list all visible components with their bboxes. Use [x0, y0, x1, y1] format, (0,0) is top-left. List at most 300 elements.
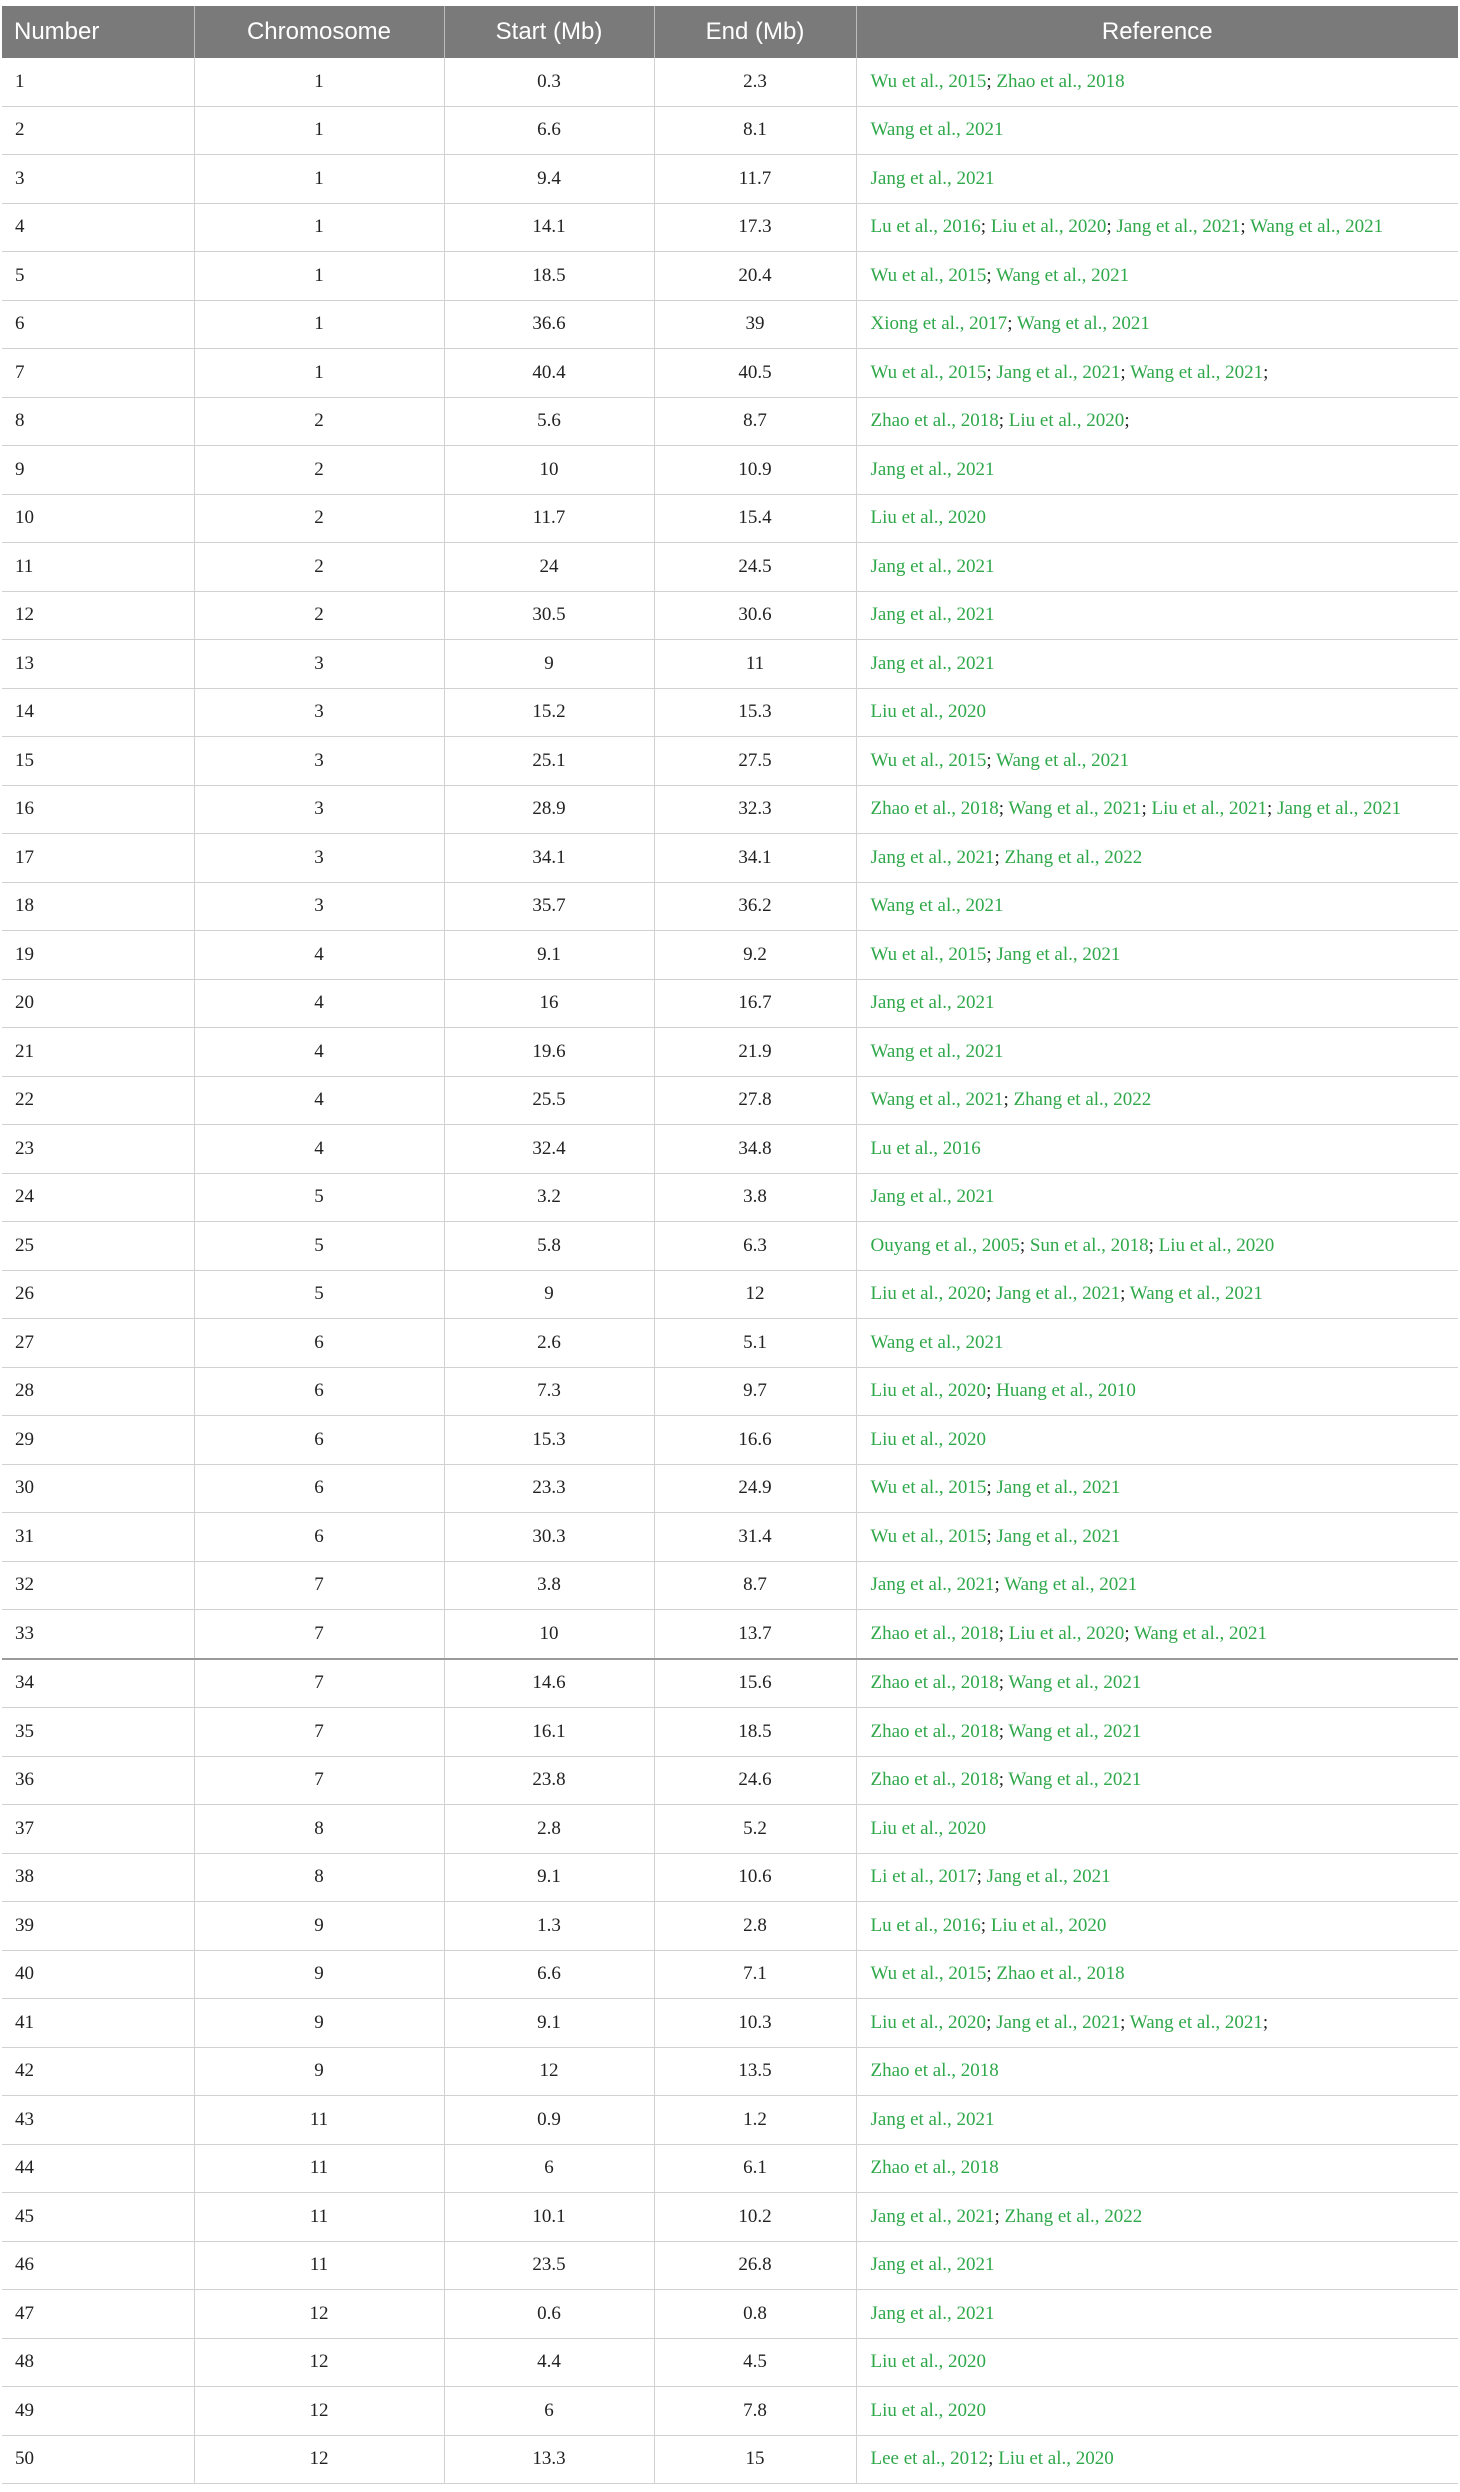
cell-end: 6.3: [654, 1222, 856, 1271]
reference-link[interactable]: Liu et al., 2020: [990, 216, 1107, 238]
header-chromosome: Chromosome: [194, 6, 444, 58]
cell-start: 36.6: [444, 300, 654, 349]
cell-start: 5.6: [444, 397, 654, 446]
cell-start: 13.3: [444, 2435, 654, 2484]
table-row: [2, 2047, 1458, 2096]
cell-number: 26: [2, 1270, 194, 1319]
reference-separator: ;: [1120, 2011, 1130, 2033]
reference-link[interactable]: Jang et al., 2021: [986, 1866, 1111, 1888]
header-reference: Reference: [856, 6, 1458, 58]
reference-link[interactable]: Wang et al., 2021: [1004, 1574, 1138, 1596]
cell-start: 16: [444, 979, 654, 1028]
reference-link[interactable]: Jang et al., 2021: [870, 167, 995, 189]
table-row: [2, 785, 1458, 834]
reference-link[interactable]: Zhao et al., 2018: [870, 2060, 999, 2082]
cell-start: 15.3: [444, 1416, 654, 1465]
cell-end: 27.8: [654, 1076, 856, 1125]
reference-link[interactable]: Wu et al., 2015: [870, 749, 987, 771]
reference-link[interactable]: Liu et al., 2020: [870, 1283, 987, 1305]
table-row: [2, 106, 1458, 155]
reference-separator: ;: [1007, 313, 1017, 335]
reference-link[interactable]: Jang et al., 2021: [996, 2011, 1121, 2033]
cell-end: 21.9: [654, 1028, 856, 1077]
reference-link[interactable]: Wang et al., 2021: [996, 264, 1130, 286]
cell-number: 30: [2, 1464, 194, 1513]
cell-chromosome: 5: [194, 1222, 444, 1271]
reference-link[interactable]: Wang et al., 2021: [1130, 361, 1264, 383]
cell-reference: [856, 931, 1458, 980]
cell-number: 39: [2, 1902, 194, 1951]
reference-link[interactable]: Lee et al., 2012: [870, 2448, 989, 2470]
cell-reference: [856, 2435, 1458, 2484]
reference-link[interactable]: Zhao et al., 2018: [870, 1720, 999, 1742]
table-header: [2, 6, 1458, 58]
reference-link[interactable]: Lu et al., 2016: [870, 216, 981, 238]
cell-end: 4.5: [654, 2338, 856, 2387]
cell-number: 34: [2, 1659, 194, 1708]
cell-end: 15: [654, 2435, 856, 2484]
table-row: [2, 882, 1458, 931]
cell-number: 19: [2, 931, 194, 980]
cell-chromosome: 1: [194, 155, 444, 204]
reference-link[interactable]: Liu et al., 2020: [990, 1914, 1107, 1936]
reference-link[interactable]: Liu et al., 2020: [870, 1817, 987, 1839]
cell-number: 47: [2, 2290, 194, 2339]
table-row: [2, 1999, 1458, 2048]
cell-end: 2.3: [654, 58, 856, 106]
cell-end: 8.7: [654, 1561, 856, 1610]
reference-separator: ;: [998, 1672, 1009, 1694]
cell-start: 25.1: [444, 737, 654, 786]
cell-start: 12: [444, 2047, 654, 2096]
header-row: [2, 6, 1458, 58]
table-row: [2, 2144, 1458, 2193]
table-row: [2, 1076, 1458, 1125]
cell-start: 3.2: [444, 1173, 654, 1222]
cell-reference: [856, 203, 1458, 252]
cell-reference: [856, 882, 1458, 931]
table-row: [2, 1902, 1458, 1951]
reference-link[interactable]: Wang et al., 2021: [1008, 1672, 1142, 1694]
cell-reference: [856, 1319, 1458, 1368]
reference-link[interactable]: Jang et al., 2021: [870, 1574, 995, 1596]
table-row: [2, 1464, 1458, 1513]
reference-link[interactable]: Lu et al., 2016: [870, 1137, 981, 1159]
reference-link[interactable]: Wang et al., 2021: [870, 895, 1004, 917]
cell-end: 26.8: [654, 2241, 856, 2290]
reference-link[interactable]: Liu et al., 2020: [870, 2011, 987, 2033]
cell-chromosome: 6: [194, 1464, 444, 1513]
table-row: [2, 494, 1458, 543]
reference-link[interactable]: Jang et al., 2021: [1116, 216, 1241, 238]
reference-link[interactable]: Zhao et al., 2018: [870, 2157, 999, 2179]
table-row: [2, 446, 1458, 495]
cell-chromosome: 6: [194, 1416, 444, 1465]
table-row: [2, 737, 1458, 786]
table-row: [2, 2387, 1458, 2436]
cell-chromosome: 2: [194, 543, 444, 592]
cell-number: 14: [2, 688, 194, 737]
table-row: [2, 1319, 1458, 1368]
cell-reference: [856, 1270, 1458, 1319]
reference-separator: ;: [994, 1574, 1005, 1596]
cell-start: 6.6: [444, 106, 654, 155]
cell-end: 18.5: [654, 1708, 856, 1757]
cell-reference: [856, 2047, 1458, 2096]
cell-chromosome: 2: [194, 397, 444, 446]
reference-link[interactable]: Sun et al., 2018: [1029, 1234, 1149, 1256]
cell-start: 9.4: [444, 155, 654, 204]
reference-link[interactable]: Zhang et al., 2022: [1004, 2205, 1143, 2227]
reference-link[interactable]: Wang et al., 2021: [870, 1089, 1004, 1111]
cell-chromosome: 9: [194, 1950, 444, 1999]
reference-trailing-punctuation: ;: [1263, 361, 1269, 383]
cell-end: 39: [654, 300, 856, 349]
cell-reference: [856, 737, 1458, 786]
reference-link[interactable]: Jang et al., 2021: [870, 846, 995, 868]
reference-link[interactable]: Zhao et al., 2018: [870, 410, 999, 432]
cell-number: 43: [2, 2096, 194, 2145]
reference-link[interactable]: Xiong et al., 2017: [870, 313, 1008, 335]
cell-number: 5: [2, 252, 194, 301]
reference-link[interactable]: Liu et al., 2020: [1158, 1234, 1275, 1256]
header-number: Number: [2, 6, 194, 58]
cell-start: 9.1: [444, 1853, 654, 1902]
cell-reference: [856, 1416, 1458, 1465]
cell-end: 10.3: [654, 1999, 856, 2048]
reference-separator: ;: [986, 1477, 997, 1499]
table-row: [2, 834, 1458, 883]
cell-number: 11: [2, 543, 194, 592]
reference-link[interactable]: Liu et al., 2020: [870, 1380, 987, 1402]
cell-end: 6.1: [654, 2144, 856, 2193]
reference-link[interactable]: Wu et al., 2015: [870, 264, 987, 286]
table-row: [2, 2193, 1458, 2242]
cell-start: 9: [444, 640, 654, 689]
cell-end: 8.1: [654, 106, 856, 155]
reference-separator: ;: [986, 1380, 997, 1402]
cell-number: 17: [2, 834, 194, 883]
cell-chromosome: 1: [194, 58, 444, 106]
cell-reference: [856, 1367, 1458, 1416]
cell-reference: [856, 834, 1458, 883]
reference-link[interactable]: Huang et al., 2010: [996, 1380, 1136, 1402]
cell-reference: [856, 2096, 1458, 2145]
cell-chromosome: 12: [194, 2338, 444, 2387]
cell-number: 10: [2, 494, 194, 543]
cell-end: 17.3: [654, 203, 856, 252]
reference-trailing-punctuation: ;: [1124, 410, 1130, 432]
cell-number: 12: [2, 591, 194, 640]
cell-end: 16.7: [654, 979, 856, 1028]
reference-link[interactable]: Jang et al., 2021: [870, 1186, 995, 1208]
cell-chromosome: 8: [194, 1853, 444, 1902]
reference-separator: ;: [986, 2011, 997, 2033]
table-row: [2, 979, 1458, 1028]
reference-link[interactable]: Zhao et al., 2018: [996, 70, 1125, 92]
table-row: [2, 1173, 1458, 1222]
reference-link[interactable]: Wang et al., 2021: [1016, 313, 1150, 335]
cell-number: 45: [2, 2193, 194, 2242]
cell-number: 21: [2, 1028, 194, 1077]
reference-link[interactable]: Jang et al., 2021: [870, 458, 995, 480]
reference-separator: ;: [998, 1769, 1009, 1791]
reference-link[interactable]: Wu et al., 2015: [870, 361, 987, 383]
cell-chromosome: 1: [194, 203, 444, 252]
reference-link[interactable]: Liu et al., 2020: [870, 701, 987, 723]
cell-chromosome: 6: [194, 1367, 444, 1416]
reference-link[interactable]: Jang et al., 2021: [870, 2205, 995, 2227]
cell-end: 13.5: [654, 2047, 856, 2096]
reference-link[interactable]: Liu et al., 2020: [870, 507, 987, 529]
table-row: [2, 1367, 1458, 1416]
cell-chromosome: 7: [194, 1708, 444, 1757]
cell-reference: [856, 979, 1458, 1028]
table-row: [2, 1125, 1458, 1174]
cell-reference: [856, 58, 1458, 106]
reference-link[interactable]: Jang et al., 2021: [996, 1283, 1121, 1305]
reference-link[interactable]: Liu et al., 2020: [870, 2399, 987, 2421]
reference-link[interactable]: Jang et al., 2021: [870, 992, 995, 1014]
cell-number: 24: [2, 1173, 194, 1222]
cell-start: 3.8: [444, 1561, 654, 1610]
cell-number: 31: [2, 1513, 194, 1562]
table-row: [2, 1756, 1458, 1805]
reference-separator: ;: [1019, 1234, 1030, 1256]
reference-separator: ;: [986, 264, 997, 286]
cell-chromosome: 2: [194, 591, 444, 640]
cell-end: 10.2: [654, 2193, 856, 2242]
reference-link[interactable]: Wang et al., 2021: [1129, 2011, 1263, 2033]
cell-end: 12: [654, 1270, 856, 1319]
cell-reference: [856, 2193, 1458, 2242]
cell-start: 10.1: [444, 2193, 654, 2242]
reference-link[interactable]: Wang et al., 2021: [1134, 1622, 1268, 1644]
cell-number: 48: [2, 2338, 194, 2387]
table-row: [2, 2096, 1458, 2145]
cell-chromosome: 2: [194, 446, 444, 495]
reference-link[interactable]: Wang et al., 2021: [870, 119, 1004, 141]
reference-link[interactable]: Jang et al., 2021: [996, 943, 1121, 965]
table-row: [2, 1659, 1458, 1708]
cell-number: 27: [2, 1319, 194, 1368]
reference-link[interactable]: Zhang et al., 2022: [1013, 1089, 1152, 1111]
cell-reference: [856, 1756, 1458, 1805]
cell-reference: [856, 1125, 1458, 1174]
cell-chromosome: 11: [194, 2096, 444, 2145]
cell-start: 10: [444, 1610, 654, 1659]
cell-chromosome: 11: [194, 2144, 444, 2193]
cell-reference: [856, 2290, 1458, 2339]
table-row: [2, 1610, 1458, 1659]
reference-link[interactable]: Liu et al., 2020: [998, 2448, 1114, 2470]
reference-link[interactable]: Liu et al., 2021: [1151, 798, 1268, 820]
table-row: [2, 1028, 1458, 1077]
reference-trailing-punctuation: ;: [1262, 2011, 1269, 2033]
table-row: [2, 1561, 1458, 1610]
cell-number: 4: [2, 203, 194, 252]
reference-link[interactable]: Jang et al., 2021: [996, 1477, 1121, 1499]
reference-link[interactable]: Wang et al., 2021: [1008, 1720, 1142, 1742]
cell-chromosome: 7: [194, 1756, 444, 1805]
cell-start: 6: [444, 2387, 654, 2436]
reference-link[interactable]: Wu et al., 2015: [870, 70, 987, 92]
cell-start: 34.1: [444, 834, 654, 883]
cell-chromosome: 7: [194, 1610, 444, 1659]
table-row: [2, 2338, 1458, 2387]
cell-chromosome: 4: [194, 1125, 444, 1174]
reference-separator: ;: [986, 361, 997, 383]
reference-separator: ;: [986, 1525, 997, 1547]
reference-link[interactable]: Liu et al., 2020: [870, 1428, 987, 1450]
reference-separator: ;: [994, 846, 1005, 868]
reference-link[interactable]: Jang et al., 2021: [996, 361, 1121, 383]
cell-end: 34.1: [654, 834, 856, 883]
cell-start: 9.1: [444, 931, 654, 980]
cell-end: 27.5: [654, 737, 856, 786]
reference-link[interactable]: Wang et al., 2021: [1250, 216, 1384, 238]
reference-link[interactable]: Jang et al., 2021: [870, 555, 995, 577]
cell-reference: [856, 2144, 1458, 2193]
reference-link[interactable]: Jang et al., 2021: [1277, 798, 1402, 820]
reference-separator: ;: [988, 2448, 999, 2470]
cell-reference: [856, 1999, 1458, 2048]
reference-link[interactable]: Wu et al., 2015: [870, 1963, 987, 1985]
cell-chromosome: 5: [194, 1173, 444, 1222]
cell-end: 11.7: [654, 155, 856, 204]
cell-end: 5.1: [654, 1319, 856, 1368]
cell-end: 15.4: [654, 494, 856, 543]
cell-number: 8: [2, 397, 194, 446]
cell-number: 46: [2, 2241, 194, 2290]
cell-chromosome: 4: [194, 979, 444, 1028]
reference-separator: ;: [986, 1283, 997, 1305]
reference-separator: ;: [986, 70, 997, 92]
cell-chromosome: 7: [194, 1561, 444, 1610]
cell-start: 9: [444, 1270, 654, 1319]
reference-link[interactable]: Zhao et al., 2018: [870, 1672, 999, 1694]
cell-start: 1.3: [444, 1902, 654, 1951]
table-row: [2, 640, 1458, 689]
cell-reference: [856, 1076, 1458, 1125]
reference-link[interactable]: Jang et al., 2021: [996, 1525, 1121, 1547]
table-row: [2, 349, 1458, 398]
reference-link[interactable]: Jang et al., 2021: [870, 652, 995, 674]
reference-link[interactable]: Zhao et al., 2018: [870, 798, 999, 820]
cell-reference: [856, 2241, 1458, 2290]
reference-link[interactable]: Liu et al., 2020: [1008, 1622, 1125, 1644]
cell-end: 10.9: [654, 446, 856, 495]
cell-reference: [856, 300, 1458, 349]
cell-reference: [856, 591, 1458, 640]
reference-link[interactable]: Zhang et al., 2022: [1004, 846, 1143, 868]
reference-link[interactable]: Wang et al., 2021: [1129, 1283, 1263, 1305]
reference-link[interactable]: Wang et al., 2021: [1008, 1769, 1142, 1791]
cell-chromosome: 4: [194, 1028, 444, 1077]
cell-end: 7.1: [654, 1950, 856, 1999]
cell-number: 23: [2, 1125, 194, 1174]
cell-number: 15: [2, 737, 194, 786]
cell-reference: [856, 1561, 1458, 1610]
cell-start: 16.1: [444, 1708, 654, 1757]
reference-link[interactable]: Li et al., 2017: [870, 1866, 977, 1888]
cell-end: 1.2: [654, 2096, 856, 2145]
cell-end: 32.3: [654, 785, 856, 834]
cell-start: 35.7: [444, 882, 654, 931]
cell-chromosome: 1: [194, 300, 444, 349]
cell-reference: [856, 1950, 1458, 1999]
cell-chromosome: 9: [194, 1999, 444, 2048]
cell-number: 9: [2, 446, 194, 495]
cell-start: 0.9: [444, 2096, 654, 2145]
cell-chromosome: 11: [194, 2241, 444, 2290]
cell-chromosome: 1: [194, 106, 444, 155]
reference-link[interactable]: Liu et al., 2020: [1008, 410, 1125, 432]
cell-reference: [856, 1659, 1458, 1708]
reference-separator: ;: [1124, 1622, 1134, 1644]
reference-link[interactable]: Wu et al., 2015: [870, 943, 987, 965]
cell-end: 36.2: [654, 882, 856, 931]
reference-link[interactable]: Jang et al., 2021: [870, 2302, 995, 2324]
cell-start: 10: [444, 446, 654, 495]
cell-start: 6.6: [444, 1950, 654, 1999]
cell-reference: [856, 1853, 1458, 1902]
cell-chromosome: 6: [194, 1513, 444, 1562]
reference-link[interactable]: Wang et al., 2021: [870, 1040, 1004, 1062]
cell-chromosome: 12: [194, 2387, 444, 2436]
cell-chromosome: 9: [194, 2047, 444, 2096]
reference-link[interactable]: Zhao et al., 2018: [996, 1963, 1125, 1985]
cell-start: 19.6: [444, 1028, 654, 1077]
reference-link[interactable]: Zhao et al., 2018: [870, 1622, 999, 1644]
cell-chromosome: 4: [194, 931, 444, 980]
reference-link[interactable]: Jang et al., 2021: [870, 2254, 995, 2276]
reference-separator: ;: [994, 2205, 1005, 2227]
cell-end: 24.6: [654, 1756, 856, 1805]
cell-reference: [856, 397, 1458, 446]
reference-link[interactable]: Lu et al., 2016: [870, 1914, 981, 1936]
reference-separator: ;: [1120, 1283, 1130, 1305]
reference-link[interactable]: Ouyang et al., 2005: [870, 1234, 1020, 1256]
reference-link[interactable]: Wang et al., 2021: [996, 749, 1130, 771]
reference-separator: ;: [998, 798, 1009, 820]
table-row: [2, 1708, 1458, 1757]
cell-chromosome: 1: [194, 252, 444, 301]
cell-number: 20: [2, 979, 194, 1028]
reference-link[interactable]: Jang et al., 2021: [870, 604, 995, 626]
table-row: [2, 2290, 1458, 2339]
reference-link[interactable]: Wu et al., 2015: [870, 1477, 987, 1499]
reference-separator: ;: [998, 1720, 1009, 1742]
table-body: [2, 58, 1458, 2484]
cell-start: 0.3: [444, 58, 654, 106]
reference-link[interactable]: Wang et al., 2021: [1008, 798, 1142, 820]
cell-number: 35: [2, 1708, 194, 1757]
cell-reference: [856, 252, 1458, 301]
reference-link[interactable]: Jang et al., 2021: [870, 2108, 995, 2130]
cell-chromosome: 3: [194, 785, 444, 834]
table-row: [2, 591, 1458, 640]
reference-link[interactable]: Liu et al., 2020: [870, 2351, 987, 2373]
reference-link[interactable]: Wu et al., 2015: [870, 1525, 987, 1547]
cell-reference: [856, 155, 1458, 204]
reference-link[interactable]: Zhao et al., 2018: [870, 1769, 999, 1791]
cell-chromosome: 12: [194, 2435, 444, 2484]
cell-number: 41: [2, 1999, 194, 2048]
table-row: [2, 397, 1458, 446]
reference-link[interactable]: Wang et al., 2021: [870, 1331, 1004, 1353]
table-row: [2, 931, 1458, 980]
